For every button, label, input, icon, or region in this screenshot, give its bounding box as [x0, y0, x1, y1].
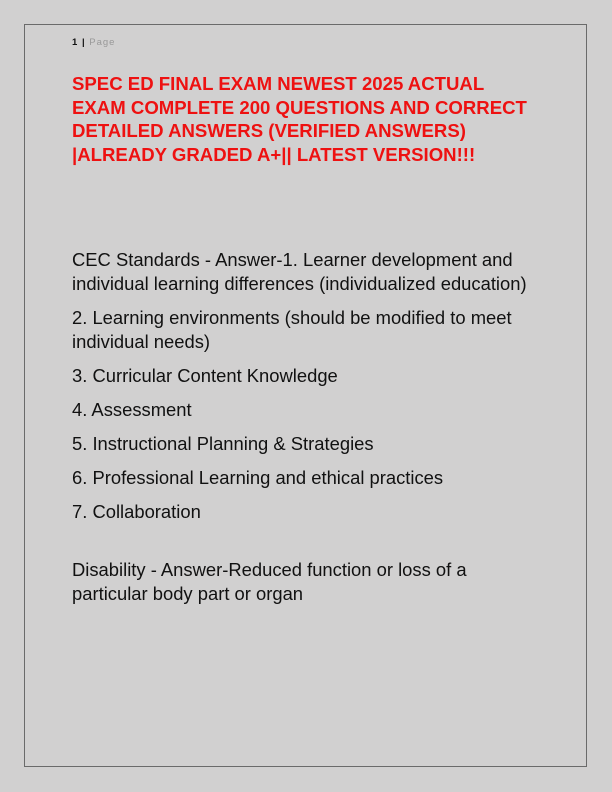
- document-title: SPEC ED FINAL EXAM NEWEST 2025 ACTUAL EXAM COMPLETE 200 QUESTIONS AND CORRECT DETAILED ANSWERS (VERIFIED ANSWERS) |ALREADY GRADED A+|| LATEST VERSION!!!: [72, 73, 527, 165]
- header-separator: |: [81, 37, 86, 48]
- page-header: [72, 37, 115, 48]
- paragraph: 4. Assessment: [72, 399, 192, 420]
- paragraph: CEC Standards - Answer-1. Learner development and individual learning differences (individualized education): [72, 249, 527, 294]
- page-number: 1: [72, 37, 79, 48]
- paragraph: Disability - Answer-Reduced function or loss of a particular body part or organ: [72, 559, 467, 604]
- paragraph: 3. Curricular Content Knowledge: [72, 365, 338, 386]
- paragraph: 2. Learning environments (should be modified to meet individual needs): [72, 307, 512, 352]
- page-label: Page: [89, 37, 116, 48]
- paragraph: 5. Instructional Planning & Strategies: [72, 433, 374, 454]
- document-body: [72, 248, 542, 616]
- paragraph: 7. Collaboration: [72, 501, 201, 522]
- paragraph: 6. Professional Learning and ethical practices: [72, 467, 444, 488]
